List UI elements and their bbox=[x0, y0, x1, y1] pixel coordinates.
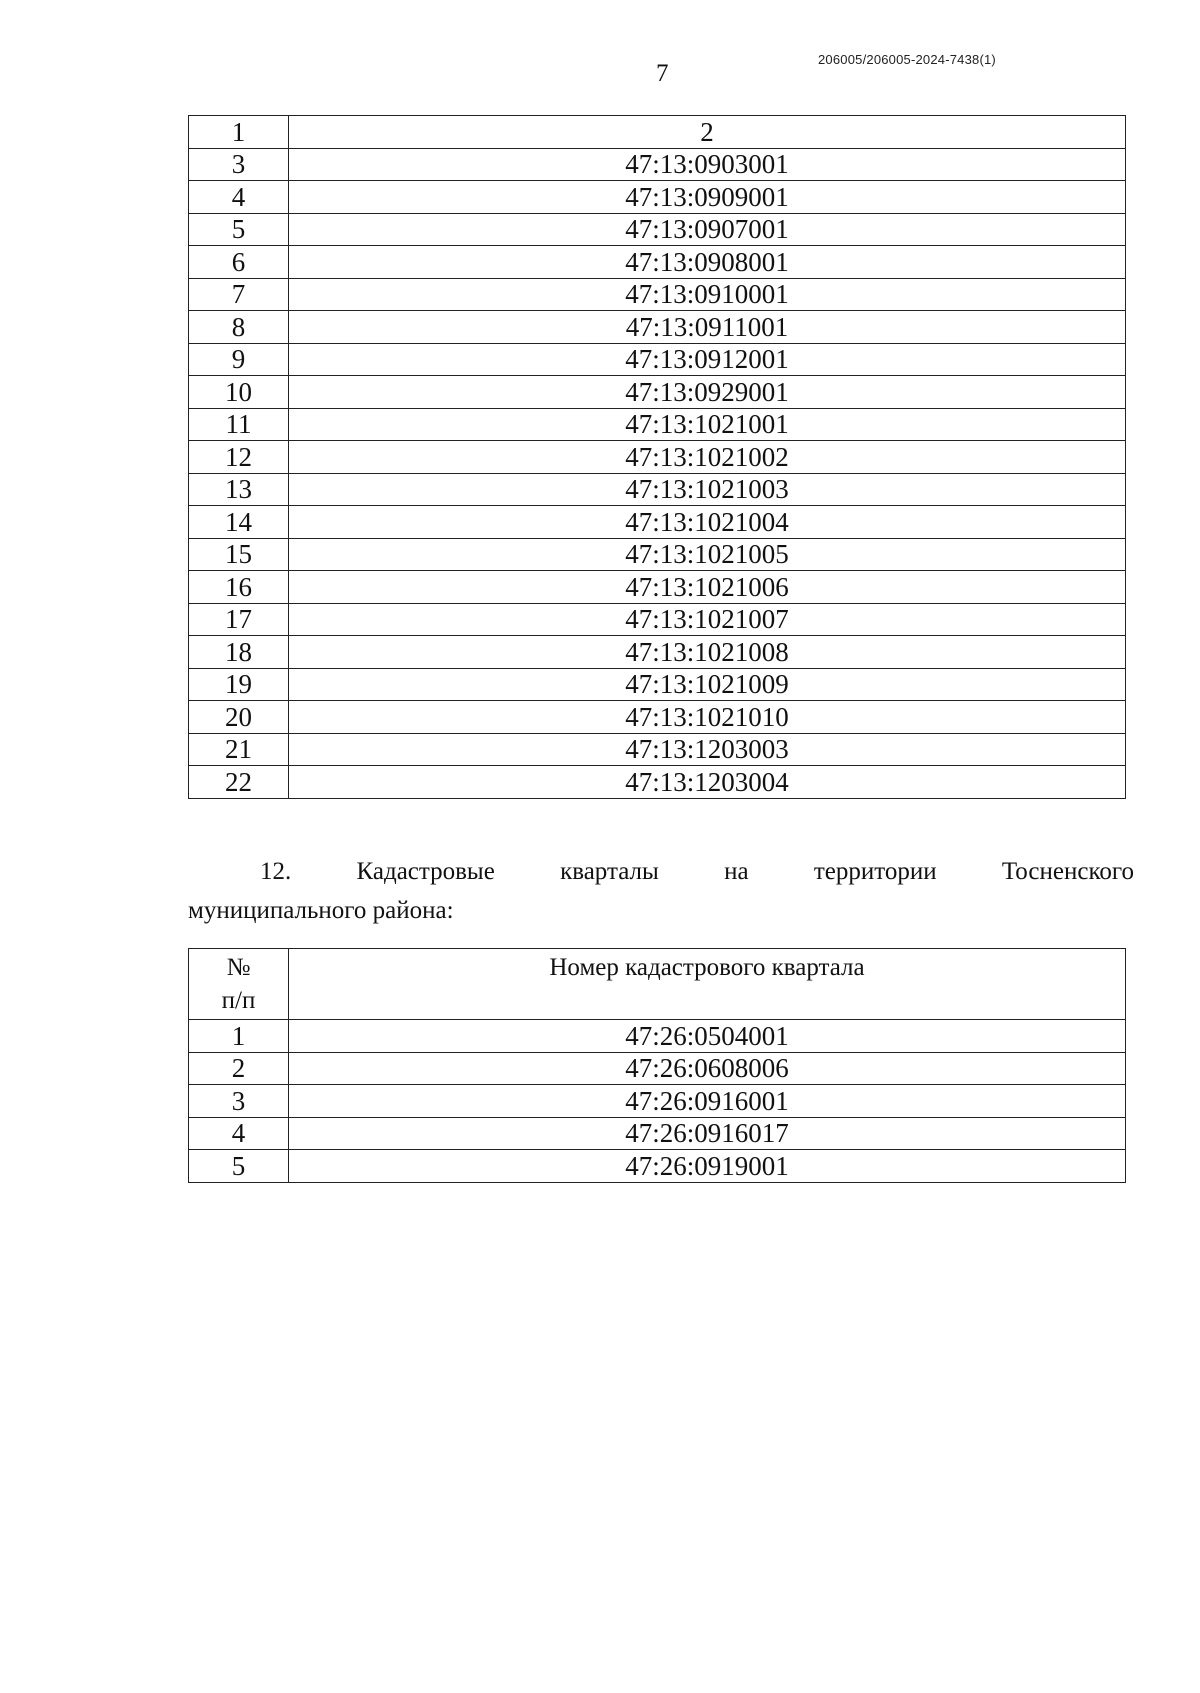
cadastral-number-cell: 47:26:0916017 bbox=[289, 1117, 1126, 1150]
column-number-cell: 1 bbox=[189, 116, 289, 149]
cadastral-number-cell: 47:13:0929001 bbox=[289, 376, 1126, 409]
cadastral-number-cell: 47:13:1021006 bbox=[289, 571, 1126, 604]
cadastral-number-cell: 47:13:0903001 bbox=[289, 148, 1126, 181]
table-row bbox=[189, 1020, 1126, 1053]
table-row bbox=[189, 506, 1126, 539]
cadastral-number-cell: 47:13:1203003 bbox=[289, 733, 1126, 766]
row-number-cell: 7 bbox=[189, 278, 289, 311]
cadastral-number-cell: 47:13:0912001 bbox=[289, 343, 1126, 376]
table-row bbox=[189, 278, 1126, 311]
row-number-cell: 4 bbox=[189, 181, 289, 214]
table-row bbox=[189, 701, 1126, 734]
table-row bbox=[189, 668, 1126, 701]
row-number-cell: 14 bbox=[189, 506, 289, 539]
row-number-cell: 9 bbox=[189, 343, 289, 376]
cadastral-number-cell: 47:26:0608006 bbox=[289, 1052, 1126, 1085]
row-number-cell: 15 bbox=[189, 538, 289, 571]
cadastral-number-cell: 47:13:1203004 bbox=[289, 766, 1126, 799]
table-row bbox=[189, 1150, 1126, 1183]
document-id: 206005/206005-2024-7438(1) bbox=[818, 52, 996, 67]
table-row bbox=[189, 246, 1126, 279]
cadastral-number-cell: 47:13:1021004 bbox=[289, 506, 1126, 539]
heading-word: кварталы bbox=[560, 858, 659, 885]
header-number-cell: № п/п bbox=[189, 949, 289, 1020]
cadastral-number-cell: 47:13:1021002 bbox=[289, 441, 1126, 474]
table-header-row bbox=[189, 949, 1126, 1020]
cadastral-number-cell: 47:13:1021007 bbox=[289, 603, 1126, 636]
cadastral-number-cell: 47:26:0916001 bbox=[289, 1085, 1126, 1118]
cadastral-number-cell: 47:13:0910001 bbox=[289, 278, 1126, 311]
table-row bbox=[189, 148, 1126, 181]
table-row bbox=[189, 1052, 1126, 1085]
cadastral-number-cell: 47:26:0504001 bbox=[289, 1020, 1126, 1053]
section-12-heading bbox=[188, 852, 1134, 930]
row-number-cell: 12 bbox=[189, 441, 289, 474]
table-row bbox=[189, 636, 1126, 669]
section-heading-line1 bbox=[188, 852, 1134, 891]
cadastral-number-cell: 47:13:1021005 bbox=[289, 538, 1126, 571]
cadastral-number-cell: 47:13:0911001 bbox=[289, 311, 1126, 344]
row-number-cell: 3 bbox=[189, 148, 289, 181]
row-number-cell: 2 bbox=[189, 1052, 289, 1085]
row-number-cell: 5 bbox=[189, 213, 289, 246]
cadastral-table-continued-body bbox=[189, 116, 1126, 799]
row-number-cell: 5 bbox=[189, 1150, 289, 1183]
row-number-cell: 10 bbox=[189, 376, 289, 409]
table-row bbox=[189, 733, 1126, 766]
table-row bbox=[189, 571, 1126, 604]
row-number-cell: 4 bbox=[189, 1117, 289, 1150]
cadastral-number-cell: 47:26:0919001 bbox=[289, 1150, 1126, 1183]
table-row bbox=[189, 213, 1126, 246]
cadastral-number-cell: 47:13:1021010 bbox=[289, 701, 1126, 734]
header-quarter-cell: Номер кадастрового квартала bbox=[289, 949, 1126, 1020]
table-row bbox=[189, 311, 1126, 344]
cadastral-number-cell: 47:13:1021003 bbox=[289, 473, 1126, 506]
row-number-cell: 19 bbox=[189, 668, 289, 701]
row-number-cell: 16 bbox=[189, 571, 289, 604]
page-number: 7 bbox=[656, 60, 669, 87]
tosnensky-cadastral-table-body bbox=[189, 949, 1126, 1183]
table-row bbox=[189, 766, 1126, 799]
table-row bbox=[189, 1085, 1126, 1118]
row-number-cell: 11 bbox=[189, 408, 289, 441]
cadastral-number-cell: 47:13:0909001 bbox=[289, 181, 1126, 214]
row-number-cell: 6 bbox=[189, 246, 289, 279]
heading-word: территории bbox=[813, 858, 937, 885]
section-heading-line2: муниципального района: bbox=[188, 897, 454, 924]
table-header-row bbox=[189, 116, 1126, 149]
row-number-cell: 13 bbox=[189, 473, 289, 506]
cadastral-table-continued bbox=[188, 115, 1126, 799]
table-row bbox=[189, 603, 1126, 636]
cadastral-number-cell: 47:13:1021009 bbox=[289, 668, 1126, 701]
table-row bbox=[189, 473, 1126, 506]
row-number-cell: 1 bbox=[189, 1020, 289, 1053]
table-row bbox=[189, 441, 1126, 474]
row-number-cell: 3 bbox=[189, 1085, 289, 1118]
row-number-cell: 18 bbox=[189, 636, 289, 669]
row-number-cell: 8 bbox=[189, 311, 289, 344]
cadastral-number-cell: 47:13:0907001 bbox=[289, 213, 1126, 246]
table-row bbox=[189, 181, 1126, 214]
heading-word: Кадастровые bbox=[356, 858, 495, 885]
heading-word: 12. bbox=[260, 858, 292, 885]
row-number-cell: 20 bbox=[189, 701, 289, 734]
row-number-cell: 22 bbox=[189, 766, 289, 799]
cadastral-number-cell: 47:13:0908001 bbox=[289, 246, 1126, 279]
cadastral-number-cell: 47:13:1021001 bbox=[289, 408, 1126, 441]
table-row bbox=[189, 538, 1126, 571]
row-number-cell: 17 bbox=[189, 603, 289, 636]
column-number-cell: 2 bbox=[289, 116, 1126, 149]
table-row bbox=[189, 1117, 1126, 1150]
table-row bbox=[189, 408, 1126, 441]
heading-word: Тосненского bbox=[1001, 858, 1134, 885]
heading-word: на bbox=[724, 858, 749, 885]
table-row bbox=[189, 343, 1126, 376]
cadastral-number-cell: 47:13:1021008 bbox=[289, 636, 1126, 669]
table-row bbox=[189, 376, 1126, 409]
row-number-cell: 21 bbox=[189, 733, 289, 766]
tosnensky-cadastral-table bbox=[188, 948, 1126, 1183]
